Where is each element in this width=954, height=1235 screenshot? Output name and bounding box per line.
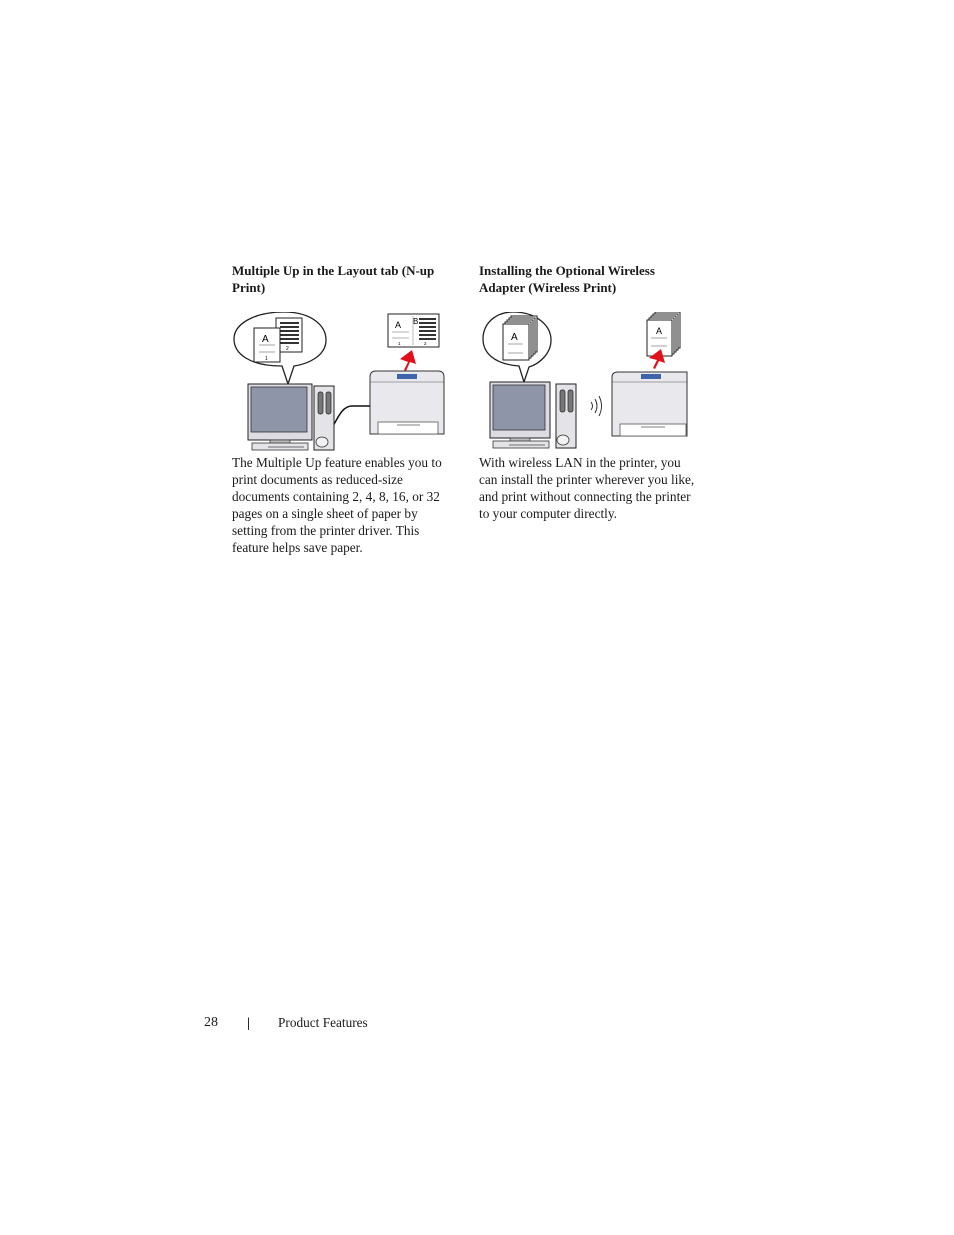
stack-label-a: A: [511, 332, 518, 343]
section-heading: Installing the Optional Wireless Adapter (Wireless Print): [479, 263, 655, 295]
section-wireless-print: [479, 262, 701, 521]
page-number-1: 1: [265, 356, 268, 362]
document-stack-icon: [503, 316, 537, 360]
printed-stack-icon: [647, 312, 680, 356]
footer-title: Product Features: [278, 1015, 368, 1030]
printed-sheet-icon: [388, 314, 439, 347]
sheet-number-2: 2: [424, 341, 427, 346]
monitor-icon: [248, 384, 312, 444]
section-nup-print: [232, 262, 452, 555]
monitor-icon: [490, 382, 550, 442]
section-body: The Multiple Up feature enables you to print documents as reduced-size documents containing 2, 4, 8, 16, or 32 pages on a single sheet of paper by setting from the printer driver. This feature helps save paper.: [232, 455, 442, 555]
sheet-label-a: A: [395, 320, 402, 330]
keyboard-icon: [493, 441, 549, 448]
section-heading: Multiple Up in the Layout tab (N-up Print): [232, 263, 435, 295]
mouse-icon: [316, 437, 328, 447]
arrow-up-icon: [400, 350, 416, 371]
section-body: With wireless LAN in the printer, you can install the printer wherever you like, and print without connecting the printer to your computer directly.: [479, 455, 695, 521]
output-label-a: A: [656, 326, 663, 336]
sheet-label-b: B: [413, 317, 419, 326]
page-number: 28: [204, 1015, 218, 1030]
printer-icon: [370, 371, 444, 434]
page-number-2: 2: [286, 346, 289, 352]
keyboard-icon: [252, 443, 308, 450]
nup-print-illustration: [232, 312, 448, 452]
sheet-number-1: 1: [398, 341, 401, 346]
wireless-signal-icon: [591, 396, 602, 416]
wireless-print-illustration: [479, 312, 689, 452]
mouse-icon: [557, 435, 569, 445]
footer-separator: |: [247, 1015, 250, 1030]
page-a-icon: [254, 328, 280, 362]
page-label-a: A: [262, 334, 269, 345]
printer-icon: [612, 372, 687, 436]
